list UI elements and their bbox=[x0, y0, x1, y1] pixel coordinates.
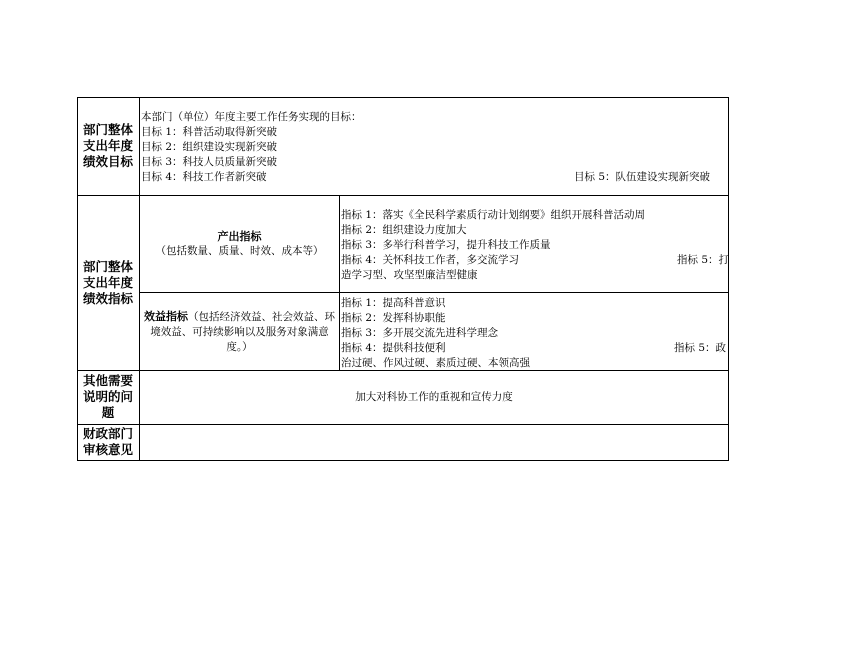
performance-table bbox=[77, 97, 729, 461]
output-item-4: 指标 4：关怀科技工作者，多交流学习 bbox=[341, 254, 520, 266]
goal-2: 目标 2：组织建设实现新突破 bbox=[141, 141, 278, 153]
row2-label-line2: 支出年度 bbox=[82, 274, 133, 290]
benefit-item-4: 指标 4：提供科技便利 bbox=[341, 342, 446, 354]
table-border-top bbox=[77, 97, 729, 98]
benefit-item-1: 指标 1：提高科普意识 bbox=[341, 297, 446, 309]
row3-content-text: 加大对科协工作的重视和宣传力度 bbox=[355, 391, 513, 403]
output-indicator-items bbox=[341, 208, 645, 283]
row3-content bbox=[140, 371, 728, 424]
goal-1: 目标 1：科普活动取得新突破 bbox=[141, 126, 278, 138]
row4-content bbox=[140, 425, 728, 460]
output-indicator-cell bbox=[140, 196, 339, 292]
benefit-item-5-head: 指标 5：政 bbox=[674, 342, 727, 354]
output-item-2: 指标 2：组织建设力度加大 bbox=[341, 224, 467, 236]
row2-label-line1: 部门整体 bbox=[82, 258, 133, 274]
output-indicator-title: 产出指标 bbox=[217, 230, 262, 243]
goal-5: 目标 5：队伍建设实现新突破 bbox=[574, 171, 711, 183]
benefit-item-3: 指标 3：多开展交流先进科学理念 bbox=[341, 327, 499, 339]
row1-intro: 本部门（单位）年度主要工作任务实现的目标： bbox=[141, 111, 362, 123]
benefit-desc-line2: 境效益、可持续影响以及服务对象满意 bbox=[150, 325, 329, 338]
benefit-indicator-items bbox=[341, 296, 530, 371]
row4-label-line1: 财政部门 bbox=[82, 426, 133, 441]
row1-label bbox=[77, 97, 139, 195]
output-item-5-tail: 造学习型、攻坚型廉洁型健康 bbox=[341, 269, 478, 281]
row1-label-line3: 绩效目标 bbox=[82, 154, 133, 169]
inner-column-divider bbox=[339, 195, 340, 370]
output-item-1: 指标 1：落实《全民科学素质行动计划纲要》组织开展科普活动周 bbox=[341, 209, 646, 221]
row1-label-line1: 部门整体 bbox=[82, 122, 133, 137]
output-indicator-desc: （包括数量、质量、时效、成本等） bbox=[155, 245, 324, 257]
row4-label bbox=[77, 424, 139, 460]
benefit-indicator-title: 效益指标 bbox=[144, 309, 188, 323]
row3-label bbox=[77, 370, 139, 424]
output-item-3: 指标 3：多举行科普学习，提升科技工作质量 bbox=[341, 239, 551, 251]
row3-label-line1: 其他需要 bbox=[82, 373, 133, 388]
benefit-indicator-cell bbox=[140, 293, 339, 370]
table-border-right bbox=[728, 97, 729, 461]
row1-label-line2: 支出年度 bbox=[82, 138, 133, 153]
row2-label bbox=[77, 195, 139, 370]
goal-3: 目标 3：科技人员质量新突破 bbox=[141, 156, 278, 168]
row3-label-line2: 说明的问 bbox=[82, 389, 133, 404]
goal-4: 目标 4：科技工作者新突破 bbox=[141, 171, 267, 183]
row4-label-line2: 审核意见 bbox=[82, 442, 133, 457]
row3-label-line3: 题 bbox=[101, 405, 115, 420]
row1-goals bbox=[141, 110, 362, 185]
output-item-5-head: 指标 5：打 bbox=[677, 254, 730, 266]
benefit-item-5-tail: 治过硬、作风过硬、素质过硬、本领高强 bbox=[341, 357, 530, 369]
benefit-desc-line3: 度。） bbox=[226, 340, 253, 353]
benefit-item-2: 指标 2：发挥科协职能 bbox=[341, 312, 446, 324]
benefit-desc-line1: （包括经济效益、社会效益、环 bbox=[188, 310, 335, 323]
table-border-bottom bbox=[77, 460, 729, 461]
row2-label-line3: 绩效指标 bbox=[82, 290, 133, 306]
